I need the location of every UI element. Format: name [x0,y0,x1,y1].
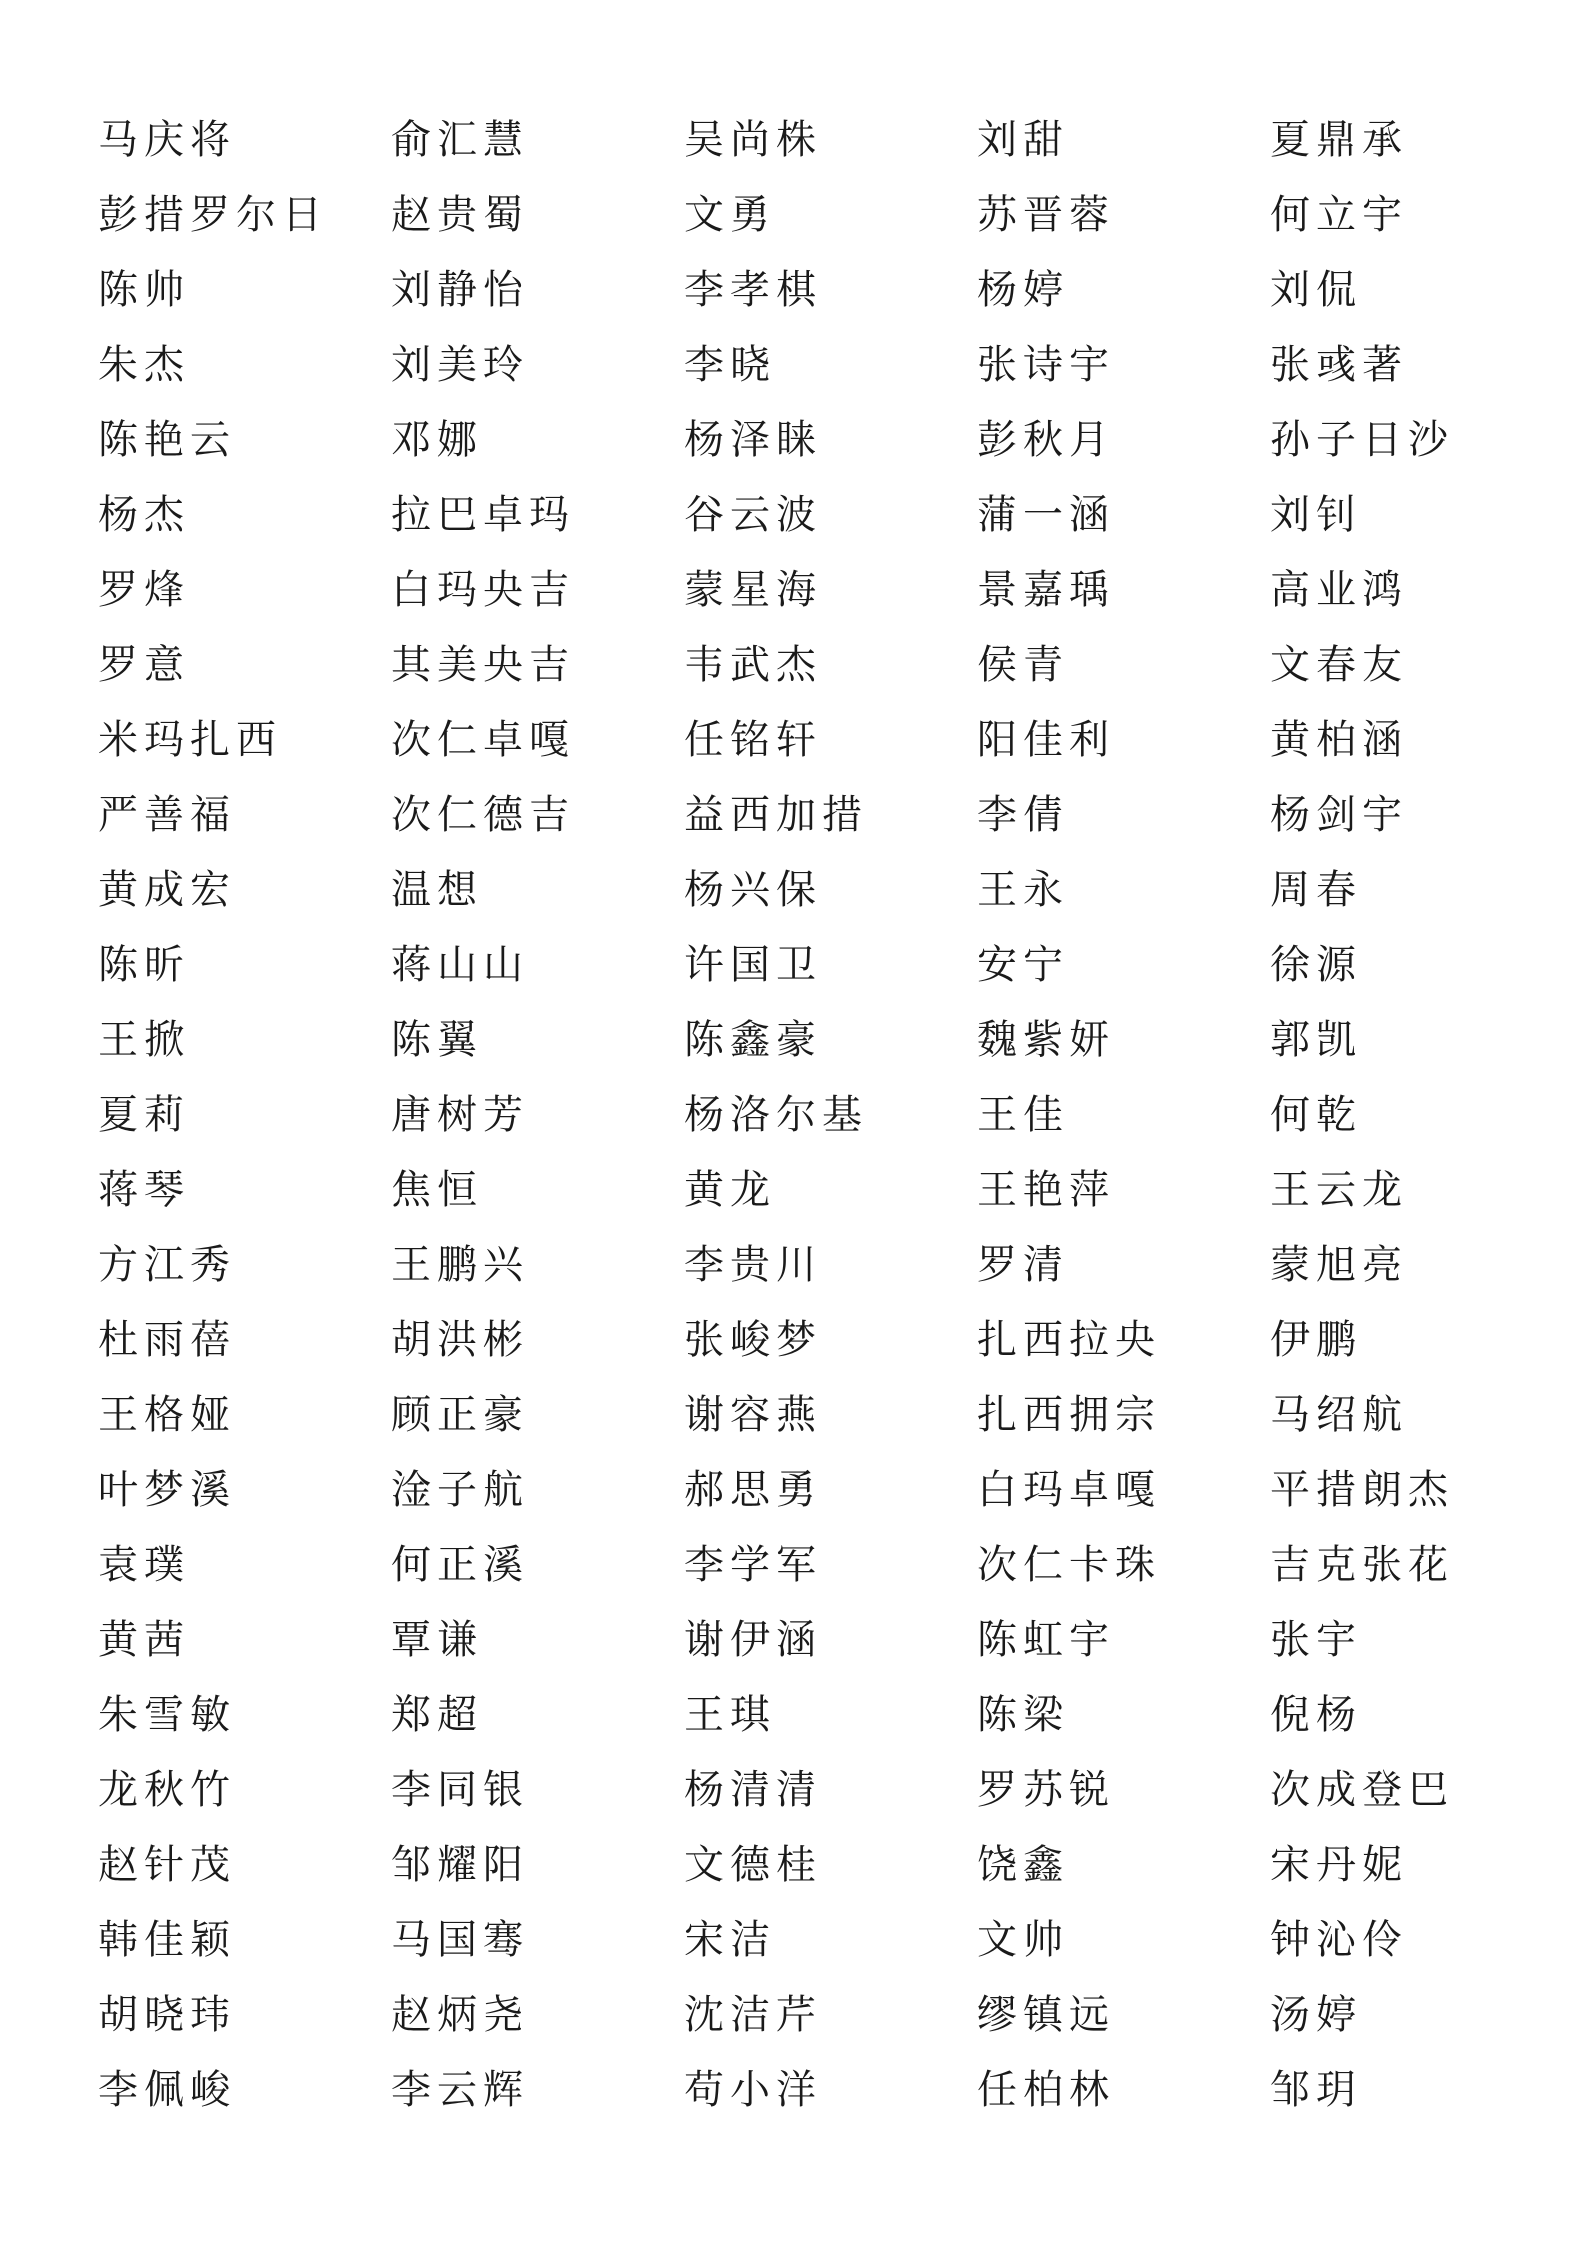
name-entry: 宋丹妮 [1270,1842,1408,1888]
name-entry: 赵炳尧 [391,1992,529,2038]
name-entry: 黄茜 [98,1617,190,1663]
name-entry: 谢伊涵 [684,1617,822,1663]
name-entry: 罗清 [977,1242,1069,1288]
name-list-grid [98,108,1498,2133]
name-entry: 宋洁 [684,1917,776,1963]
name-entry: 龙秋竹 [98,1767,236,1813]
name-entry: 杨兴保 [684,867,822,913]
name-entry: 杨清清 [684,1767,822,1813]
name-entry: 徐源 [1270,942,1362,988]
name-entry: 韦武杰 [684,642,822,688]
name-entry: 袁璞 [98,1542,190,1588]
name-entry: 唐树芳 [391,1092,529,1138]
name-entry: 汤婷 [1270,1992,1362,2038]
name-entry: 周春 [1270,867,1362,913]
name-entry: 陈昕 [98,942,190,988]
name-entry: 苏晋蓉 [977,192,1115,238]
name-entry: 李孝棋 [684,267,822,313]
name-entry: 杜雨蓓 [98,1317,236,1363]
name-entry: 其美央吉 [391,642,575,688]
name-entry: 陈鑫豪 [684,1017,822,1063]
name-entry: 缪镇远 [977,1992,1115,2038]
name-entry: 黄成宏 [98,867,236,913]
name-entry: 杨婷 [977,267,1069,313]
name-entry: 文勇 [684,192,776,238]
name-entry: 张诗宇 [977,342,1115,388]
name-entry: 张峻梦 [684,1317,822,1363]
name-entry: 王艳萍 [977,1167,1115,1213]
name-entry: 伊鹏 [1270,1317,1362,1363]
name-entry: 何正溪 [391,1542,529,1588]
name-entry: 叶梦溪 [98,1467,236,1513]
name-entry: 扎西拥宗 [977,1392,1161,1438]
name-entry: 王琪 [684,1692,776,1738]
name-entry: 何立宇 [1270,192,1408,238]
name-entry: 次仁卡珠 [977,1542,1161,1588]
name-entry: 钟沁伶 [1270,1917,1408,1963]
name-entry: 郑超 [391,1692,483,1738]
name-entry: 文春友 [1270,642,1408,688]
name-entry: 孙子日沙 [1270,417,1454,463]
name-entry: 淦子航 [391,1467,529,1513]
name-entry: 顾正豪 [391,1392,529,1438]
name-entry: 倪杨 [1270,1692,1362,1738]
name-entry: 杨剑宇 [1270,792,1408,838]
name-entry: 严善福 [98,792,236,838]
name-entry: 赵针茂 [98,1842,236,1888]
name-entry: 刘钊 [1270,492,1362,538]
name-entry: 刘静怡 [391,267,529,313]
name-entry: 饶鑫 [977,1842,1069,1888]
name-entry: 方江秀 [98,1242,236,1288]
name-entry: 郭凯 [1270,1017,1362,1063]
name-entry: 马国骞 [391,1917,529,1963]
name-entry: 黄龙 [684,1167,776,1213]
name-entry: 白玛卓嘎 [977,1467,1161,1513]
name-entry: 景嘉瑀 [977,567,1115,613]
name-entry: 何乾 [1270,1092,1362,1138]
name-entry: 李晓 [684,342,776,388]
name-entry: 黄柏涵 [1270,717,1408,763]
name-entry: 谷云波 [684,492,822,538]
name-entry: 任柏林 [977,2067,1115,2113]
name-entry: 高业鸿 [1270,567,1408,613]
name-entry: 益西加措 [684,792,868,838]
name-entry: 韩佳颖 [98,1917,236,1963]
name-entry: 阳佳利 [977,717,1115,763]
name-entry: 蒋琴 [98,1167,190,1213]
name-entry: 邹耀阳 [391,1842,529,1888]
name-entry: 次成登巴 [1270,1767,1454,1813]
name-entry: 侯青 [977,642,1069,688]
name-entry: 陈艳云 [98,417,236,463]
name-entry: 焦恒 [391,1167,483,1213]
name-entry: 文帅 [977,1917,1069,1963]
name-entry: 吴尚株 [684,117,822,163]
name-entry: 次仁德吉 [391,792,575,838]
name-entry: 朱雪敏 [98,1692,236,1738]
name-entry: 赵贵蜀 [391,192,529,238]
name-entry: 张彧著 [1270,342,1408,388]
name-entry: 米玛扎西 [98,717,282,763]
name-entry: 沈洁芹 [684,1992,822,2038]
name-entry: 邓娜 [391,417,483,463]
name-entry: 刘甜 [977,117,1069,163]
name-entry: 王永 [977,867,1069,913]
name-entry: 陈帅 [98,267,190,313]
name-entry: 刘美玲 [391,342,529,388]
name-entry: 苟小洋 [684,2067,822,2113]
name-entry: 杨洛尔基 [684,1092,868,1138]
name-entry: 彭措罗尔日 [98,192,328,238]
name-entry: 罗烽 [98,567,190,613]
name-entry: 李学军 [684,1542,822,1588]
name-entry: 刘侃 [1270,267,1362,313]
name-entry: 任铭轩 [684,717,822,763]
name-entry: 蒋山山 [391,942,529,988]
name-entry: 李贵川 [684,1242,822,1288]
name-entry: 王云龙 [1270,1167,1408,1213]
name-entry: 拉巴卓玛 [391,492,575,538]
name-entry: 平措朗杰 [1270,1467,1454,1513]
name-entry: 吉克张花 [1270,1542,1454,1588]
name-entry: 蒙星海 [684,567,822,613]
name-entry: 许国卫 [684,942,822,988]
name-entry: 王格娅 [98,1392,236,1438]
name-entry: 白玛央吉 [391,567,575,613]
name-entry: 安宁 [977,942,1069,988]
name-entry: 温想 [391,867,483,913]
name-entry: 杨杰 [98,492,190,538]
name-entry: 魏紫妍 [977,1017,1115,1063]
name-entry: 夏莉 [98,1092,190,1138]
name-entry: 朱杰 [98,342,190,388]
name-entry: 邹玥 [1270,2067,1362,2113]
name-entry: 马绍航 [1270,1392,1408,1438]
name-entry: 彭秋月 [977,417,1115,463]
name-entry: 蒲一涵 [977,492,1115,538]
name-entry: 马庆将 [98,117,236,163]
name-entry: 扎西拉央 [977,1317,1161,1363]
name-entry: 胡洪彬 [391,1317,529,1363]
name-entry: 张宇 [1270,1617,1362,1663]
name-entry: 陈虹宇 [977,1617,1115,1663]
name-entry: 李佩峻 [98,2067,236,2113]
name-entry: 王鹏兴 [391,1242,529,1288]
name-entry: 罗苏锐 [977,1767,1115,1813]
name-entry: 王佳 [977,1092,1069,1138]
name-entry: 俞汇慧 [391,117,529,163]
name-entry: 文德桂 [684,1842,822,1888]
name-entry: 陈梁 [977,1692,1069,1738]
name-entry: 李云辉 [391,2067,529,2113]
name-entry: 郝思勇 [684,1467,822,1513]
name-entry: 蒙旭亮 [1270,1242,1408,1288]
name-entry: 覃谦 [391,1617,483,1663]
name-entry: 罗意 [98,642,190,688]
name-entry: 王掀 [98,1017,190,1063]
name-entry: 陈翼 [391,1017,483,1063]
name-entry: 次仁卓嘎 [391,717,575,763]
name-entry: 夏鼎承 [1270,117,1408,163]
name-entry: 李同银 [391,1767,529,1813]
name-entry: 杨泽睐 [684,417,822,463]
name-entry: 李倩 [977,792,1069,838]
name-entry: 胡晓玮 [98,1992,236,2038]
name-entry: 谢容燕 [684,1392,822,1438]
